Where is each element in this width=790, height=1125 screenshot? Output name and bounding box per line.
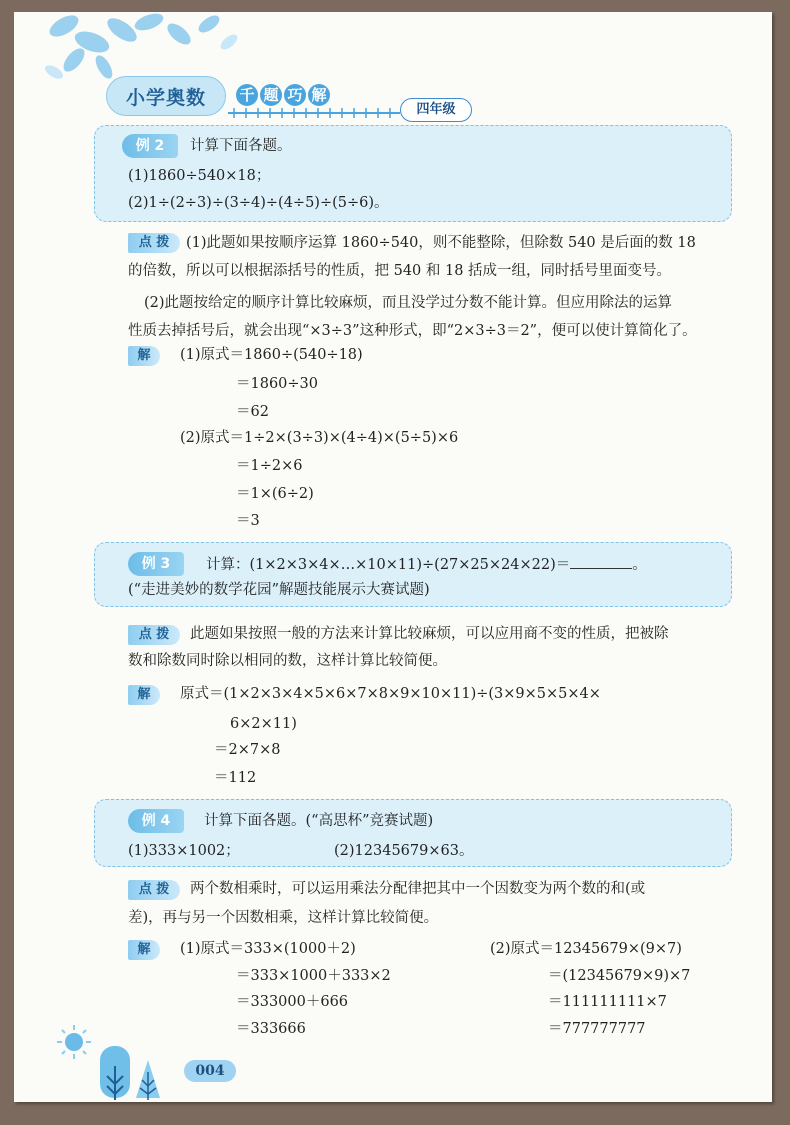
example-3-answer-tag: 解 [128, 685, 160, 705]
example-3-question-end: 。 [632, 557, 647, 573]
example-2-hint-line-4: 性质去掉括号后，就会出现“×3÷3”这种形式，即“2×3÷3＝2”，便可以使计算简化了。 [128, 323, 697, 339]
example-2-hint-line-1: (1)此题如果按顺序运算 1860÷540，则不能整除，但除数 540 是后面的数 18 [186, 235, 696, 251]
example-4-answer-right-line: ＝111111111×7 [548, 994, 667, 1010]
example-2-item-1: (1)1860÷540×18； [128, 168, 271, 184]
tree-icon [98, 1042, 188, 1102]
grade-badge: 四年级 [400, 98, 472, 122]
example-3-answer-line: 原式＝(1×2×3×4×5×6×7×8×9×10×11)÷(3×9×5×5×4× [180, 686, 601, 702]
example-3-answer-line: ＝2×7×8 [214, 742, 281, 758]
example-4-answer-left-line: ＝333×1000＋333×2 [236, 968, 391, 984]
example-4-question: 计算下面各题。(“高思杯”竞赛试题) [204, 813, 434, 829]
example-4-hint-tag: 点 拨 [128, 880, 180, 900]
example-2-answer-line: ＝3 [236, 513, 260, 529]
example-4-hint-line-1: 两个数相乘时，可以运用乘法分配律把其中一个因数变为两个数的和(或 [190, 881, 646, 897]
example-3-hint-line-2: 数和除数同时除以相同的数，这样计算比较简便。 [128, 653, 447, 669]
sun-icon [56, 1024, 92, 1060]
example-2-question: 计算下面各题。 [190, 138, 292, 154]
example-2-answer-line: ＝1÷2×6 [236, 458, 303, 474]
example-2-answer-line: ＝1860÷30 [236, 376, 319, 392]
example-2-tag: 例 2 [122, 134, 178, 158]
book-title-badge: 小学奥数 [106, 76, 226, 116]
example-2-hint-tag: 点 拨 [128, 233, 180, 253]
example-2-item-2: (2)1÷(2÷3)÷(3÷4)÷(4÷5)÷(5÷6)。 [128, 195, 389, 211]
ruler-decoration-icon [228, 108, 400, 118]
series-char: 解 [308, 84, 330, 106]
example-2-answer-line: ＝62 [236, 404, 269, 420]
example-2-hint-line-3: (2)此题按给定的顺序计算比较麻烦，而且没学过分数不能计算。但应用除法的运算 [144, 295, 673, 311]
page-number: 004 [184, 1060, 236, 1082]
example-2-answer-line: (2)原式＝1÷2×(3÷3)×(4÷4)×(5÷5)×6 [180, 430, 459, 446]
example-3-hint-tag: 点 拨 [128, 625, 180, 645]
example-2-answer-line: ＝1×(6÷2) [236, 486, 314, 502]
example-2-hint-line-2: 的倍数，所以可以根据添括号的性质，把 540 和 18 括成一组，同时括号里面变号。 [128, 263, 672, 279]
example-4-item-2: (2)12345679×63。 [334, 843, 474, 859]
example-3-hint-line-1: 此题如果按照一般的方法来计算比较麻烦，可以应用商不变的性质，把被除 [190, 626, 669, 642]
example-4-answer-left-line: ＝333000＋666 [236, 994, 349, 1010]
answer-blank [570, 554, 632, 569]
book-page [14, 12, 772, 1102]
example-4-answer-tag: 解 [128, 940, 160, 960]
series-char: 千 [236, 84, 258, 106]
example-3-question [206, 554, 647, 575]
example-4-answer-left-line: (1)原式＝333×(1000＋2) [180, 941, 356, 957]
example-3-answer-line: 6×2×11) [230, 716, 297, 732]
example-3-tag: 例 3 [128, 552, 184, 576]
series-char: 巧 [284, 84, 306, 106]
example-4-answer-right-line: (2)原式＝12345679×(9×7) [490, 941, 682, 957]
series-char: 题 [260, 84, 282, 106]
example-4-hint-line-2: 差)，再与另一个因数相乘，这样计算比较简便。 [128, 910, 439, 926]
example-3-answer-line: ＝112 [214, 770, 257, 786]
example-2-answer-tag: 解 [128, 346, 160, 366]
example-4-item-1: (1)333×1002； [128, 843, 240, 859]
example-2-answer-line: (1)原式＝1860÷(540÷18) [180, 347, 363, 363]
example-3-source: (“走进美妙的数学花园”解题技能展示大赛试题) [128, 582, 430, 598]
example-4-answer-right-line: ＝(12345679×9)×7 [548, 968, 691, 984]
example-4-tag: 例 4 [128, 809, 184, 833]
example-4-answer-left-line: ＝333666 [236, 1021, 306, 1037]
example-3-question-text: 计算：(1×2×3×4×…×10×11)÷(27×25×24×22)＝ [206, 557, 571, 573]
example-4-answer-right-line: ＝777777777 [548, 1021, 646, 1037]
series-title [236, 84, 332, 108]
